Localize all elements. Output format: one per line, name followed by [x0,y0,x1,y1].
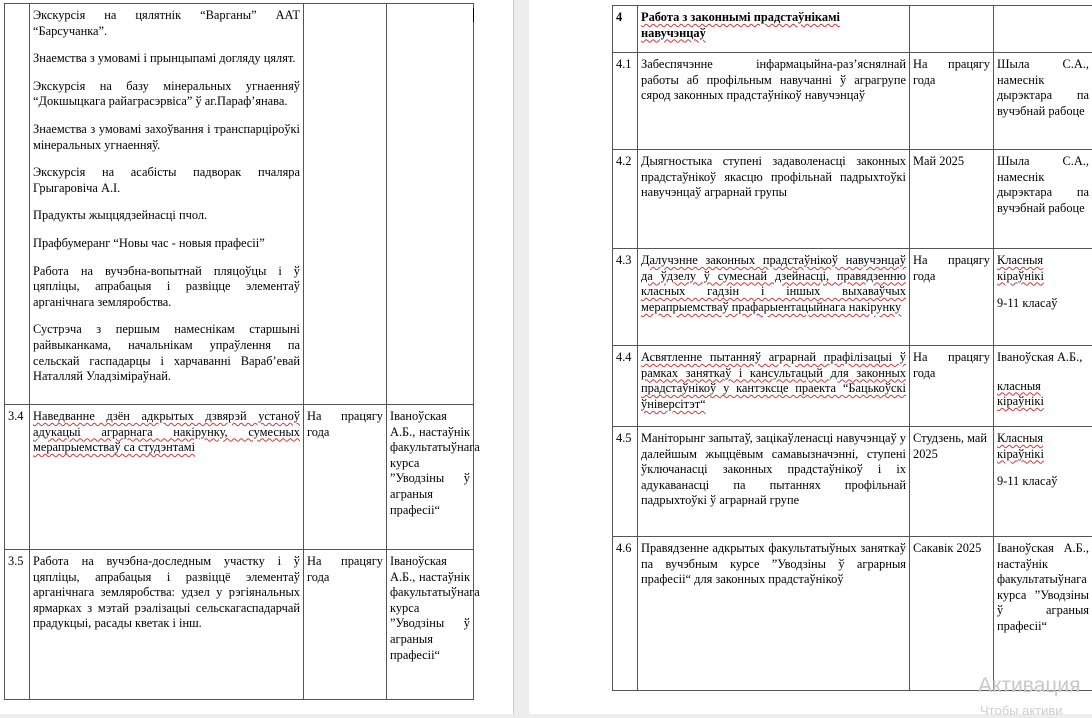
paragraph: Прафбумеранг “Новы час - новыя прафесіі” [33,236,300,252]
activity-cell[interactable]: Наведванне дзён адкрытых дзвярэй устаноў адукацыі аграрнага накірунку, сумесных мерапрыемстваў са студэнтамі [30,405,304,550]
section-header-row [613,6,1092,53]
section-title[interactable]: Работа з законнымі прадстаўнікамі навучэнцаў [638,6,910,53]
row-number: 4.4 [613,346,638,427]
plan-table-left [4,3,474,700]
responsible-cell: Шыла С.А., намеснік дырэктара па вучэбнай рабоце [994,53,1092,150]
responsible-cell [387,4,474,405]
paragraph: Знаемства з умовамі і прынцыпамі догляду цялят. [33,51,300,67]
text-cursor [473,8,474,22]
term-cell: На працягу года [910,53,994,150]
paragraph: Экскурсія на асабісты падворак пчаляра Грыгаровіча А.І. [33,165,300,196]
activity-cell[interactable]: Забеспячэнне інфармацыйна-раз’яснялнай работы аб профільным навучанні ў аграгрупе сярод законных прадстаўнікоў навучэнцаў [638,53,910,150]
responsible-line: Класныя кіраўнікі [997,431,1089,462]
activation-watermark-subtext: Чтобы активи [980,703,1063,718]
section-number: 4 [613,6,638,53]
table-row [5,550,474,700]
responsible-cell: Іваноўская А.Б., настаўнік факультатыўнага курса ”Уводзіны ў аграныя прафесіі“ [387,405,474,550]
activity-cell[interactable]: Асвятленне пытанняў аграрнай прафілізацыі ў рамках заняткаў і кансультацый для законных прадстаўнікоў у кантэксце праекта “Бацькоўскі ўніверсітэт“ [638,346,910,427]
row-number: 4.3 [613,249,638,346]
table-row [613,346,1092,427]
table-row [5,405,474,550]
term-cell: Сакавік 2025 [910,537,994,691]
table-row [613,53,1092,150]
responsible-cell: Іваноўская А.Б., настаўнік факультатыўнага курса ”Уводзіны ў аграныя прафесіі“ [387,550,474,700]
responsible-line: 9-11 класаў [997,296,1089,312]
responsible-cell [994,6,1092,53]
activity-cell[interactable]: Дыягностыка ступені задаволенасці законных прадстаўнікоў якасцю профільнай падрыхтоўкі навучэнцаў аграрнай групы [638,150,910,249]
activity-cell[interactable]: Работа на вучэбна-доследным участку і ў цяпліцы, апрабацыя і развіццё элементаў арганічнага земляробства: удзел у рэгіянальных ярмарках з мэтай рэалізацыі сельскагаспадарчай прадукцыі, расады кветак і інш. [30,550,304,700]
term-cell [304,4,387,405]
table-row [613,427,1092,537]
activation-watermark: Активация [978,674,1081,698]
responsible-cell: Іваноўская А.Б., настаўнік факультатыўнага курса ”Уводзіны ў аграныя прафесіі“ [994,537,1092,691]
paragraph: Экскурсія на базу мінеральных угнаенняў “Докшыцкага райаграсэрвіса” ў аг.Параф’янава. [33,79,300,110]
row-number: 4.5 [613,427,638,537]
row-number: 4.1 [613,53,638,150]
responsible-line: класныя кіраўнікі [997,379,1089,410]
paragraph: Знаемства з умовамі захоўвання і транспарціроўкі мінеральных угнаенняў. [33,122,300,153]
activity-cell[interactable] [30,4,304,405]
table-row [613,537,1092,691]
row-number: 4.6 [613,537,638,691]
plan-table-right [612,5,1092,691]
term-cell: На працягу года [910,249,994,346]
responsible-cell [994,427,1092,537]
term-cell [910,6,994,53]
activity-cell[interactable]: Маніторынг запытаў, зацікаўленасці навучэнцаў у далейшым жыццёвым самавызначэнні, ступені ўключанасці законных прадстаўнікоў і іх адукаванасці па пытаннях профільнай падрыхтоўкі ў аграрнай групе [638,427,910,537]
term-cell: Май 2025 [910,150,994,249]
table-row [613,150,1092,249]
num-cell [5,4,30,405]
term-cell: Студзень, май 2025 [910,427,994,537]
responsible-cell: Шыла С.А., намеснік дырэктара па вучэбнай рабоце [994,150,1092,249]
table-row [5,4,474,405]
responsible-cell [994,249,1092,346]
responsible-line: 9-11 класаў [997,474,1089,490]
responsible-cell [994,346,1092,427]
responsible-line: Іваноўская А.Б., [997,350,1089,366]
paragraph: Экскурсія на цялятнік “Варганы” ААТ “Барсучанка”. [33,8,300,39]
row-number: 4.2 [613,150,638,249]
activity-cell[interactable]: Далучэнне законных прадстаўнікоў навучэнцаў да ўдзелу ў сумеснай дзейнасці, правядзенню класных гадзін і іншых выхаваўчых мерапрыемстваў прафарыентацыйнага накірунку [638,249,910,346]
page-divider [513,0,514,714]
responsible-line: Класныя кіраўнікі [997,253,1089,284]
row-number: 3.4 [5,405,30,550]
document-page-left [0,0,513,714]
table-row [613,249,1092,346]
paragraph: Сустрэча з першым намеснікам старшыні райвыканкама, начальнікам упраўлення па сельскай гаспадарцы і харчаванні Вараб’евай Наталляй Уладзіміраўнай. [33,322,300,384]
term-cell: На працягу года [304,405,387,550]
document-page-right [529,0,1092,714]
paragraph: Работа на вучэбна-вопытнай пляцоўцы і ў цяпліцы, апрабацыя і развіцце элементаў арганічнага земляробства. [33,264,300,311]
activity-cell[interactable]: Правядзенне адкрытых факультатыўных заняткаў па вучэбным курсе ”Уводзіны ў аграрныя прафесіі“ для законных прадстаўнікоў [638,537,910,691]
term-cell: На працягу года [304,550,387,700]
row-number: 3.5 [5,550,30,700]
paragraph: Прадукты жыццядзейнасці пчол. [33,208,300,224]
term-cell: На працягу года [910,346,994,427]
